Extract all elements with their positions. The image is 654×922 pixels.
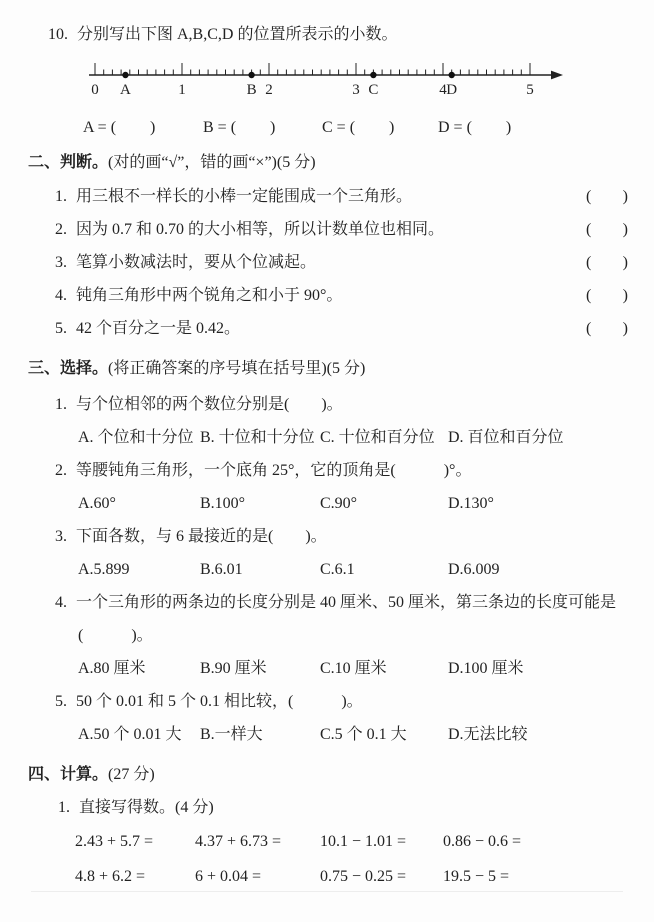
section-4-subtitle: (27 分) (108, 766, 155, 783)
option-B: B. 十位和十分位 (200, 429, 315, 446)
choice-question-4-stem (55, 586, 654, 619)
option-C: C.90° (320, 495, 358, 512)
choice-question-1-options (78, 421, 654, 454)
point-label-D: D (446, 82, 458, 98)
choice-question-3-stem (55, 520, 654, 553)
judgment-item-text: 笔算小数减法时，要从个位减起。 (76, 254, 317, 271)
paren-open: ( (586, 188, 592, 205)
question-10-text: 分别写出下图 A,B,C,D 的位置所表示的小数。 (77, 26, 398, 43)
judgment-item-2 (55, 213, 628, 246)
judgment-answer-paren (586, 279, 628, 312)
point-dot-C (370, 72, 376, 78)
question-10-heading (48, 24, 654, 46)
answer-open: C = ( (322, 119, 356, 136)
option-A: A.50 个 0.01 大 (78, 726, 182, 743)
choice-question-number: 5. (55, 693, 67, 710)
point-label-C: C (368, 82, 379, 98)
point-dot-D (449, 72, 455, 78)
tick-label: 3 (352, 82, 360, 98)
sub1-text: 直接写得数。(4 分) (79, 799, 214, 816)
choice-question-5-stem (55, 685, 654, 718)
option-D: D.100 厘米 (448, 660, 524, 677)
section-2-title: 二、判断。 (28, 154, 109, 171)
judgment-item-5 (55, 312, 628, 345)
choice-question-text: 50 个 0.01 和 5 个 0.1 相比较，( )。 (76, 693, 363, 710)
q10-answer-blanks (83, 117, 654, 139)
section-3-subtitle: (将正确答案的序号填在括号里)(5 分) (108, 360, 366, 377)
choice-question-4-options (78, 652, 654, 685)
answer-close: ) (505, 119, 512, 136)
section-4-title: 四、计算。 (28, 766, 109, 783)
paren-close: ) (622, 188, 628, 205)
judgment-answer-paren (586, 246, 628, 279)
q10-answer-blank-3 (438, 117, 654, 139)
judgment-item-number: 3. (55, 254, 67, 271)
answer-open: D = ( (438, 119, 472, 136)
choice-question-4-stem-cont: ( )。 (78, 627, 153, 644)
judgment-item-text: 用三根不一样长的小棒一定能围成一个三角形。 (76, 188, 413, 205)
tick-label: 0 (91, 82, 99, 98)
judgment-answer-paren (586, 213, 628, 246)
point-label-A: A (120, 82, 131, 98)
section-2-subtitle: (对的画“√”，错的画“×”)(5 分) (108, 154, 316, 171)
option-D: D. 百位和百分位 (448, 429, 564, 446)
calc-expression: 10.1 − 1.01 = (320, 833, 407, 850)
judgment-item-text: 因为 0.7 和 0.70 的大小相等，所以计数单位也相同。 (76, 221, 445, 238)
answer-close: ) (150, 119, 156, 136)
point-label-B: B (246, 82, 257, 98)
axis-arrow (551, 71, 563, 80)
section-4-heading (28, 763, 654, 787)
choice-question-list (0, 388, 654, 751)
judgment-item-number: 1. (55, 188, 67, 205)
judgment-answer-paren (586, 312, 628, 345)
judgment-item-4 (55, 279, 628, 312)
paren-open: ( (586, 320, 592, 337)
judgment-item-text: 42 个百分之一是 0.42。 (76, 320, 241, 337)
judgment-item-number: 4. (55, 287, 67, 304)
section-3-title: 三、选择。 (28, 360, 109, 377)
tick-label: 1 (178, 82, 186, 98)
choice-question-text: 一个三角形的两条边的长度分别是 40 厘米、50 厘米，第三条边的长度可能是 (76, 594, 617, 611)
choice-question-number: 3. (55, 528, 67, 545)
tick-label: 2 (265, 82, 273, 98)
tick-label: 5 (526, 82, 534, 98)
paren-open: ( (586, 287, 592, 304)
answer-open: A = ( (83, 119, 117, 136)
answer-close: ) (270, 119, 276, 136)
paren-open: ( (586, 254, 592, 271)
option-B: B.6.01 (200, 561, 243, 578)
choice-question-5-options (78, 718, 654, 751)
q10-answer-blank-0 (83, 117, 203, 139)
calc-expression: 0.75 − 0.25 = (320, 868, 407, 885)
paren-close: ) (622, 287, 628, 304)
choice-question-2-stem (55, 454, 654, 487)
option-D: D.6.009 (448, 561, 500, 578)
judgment-item-number: 2. (55, 221, 67, 238)
section-3-heading (28, 357, 654, 381)
choice-question-1-stem (55, 388, 654, 421)
paren-open: ( (586, 221, 592, 238)
calc-expression: 6 + 0.04 = (195, 868, 262, 885)
option-B: B.90 厘米 (200, 660, 267, 677)
paren-close: ) (622, 254, 628, 271)
sub1-number: 1. (58, 799, 70, 816)
choice-question-3-options (78, 553, 654, 586)
judgment-answer-paren (586, 180, 628, 213)
judgment-item-1 (55, 180, 628, 213)
choice-question-2-options (78, 487, 654, 520)
choice-question-number: 4. (55, 594, 67, 611)
choice-question-text: 下面各数，与 6 最接近的是( )。 (76, 528, 327, 545)
option-D: D.无法比较 (448, 726, 528, 743)
calc-row-2 (75, 859, 654, 894)
q10-answer-blank-1 (203, 117, 322, 139)
calc-expression: 2.43 + 5.7 = (75, 833, 154, 850)
point-dot-A (122, 72, 128, 78)
choice-question-number: 2. (55, 462, 67, 479)
option-C: C. 十位和百分位 (320, 429, 435, 446)
tick-label: 4 (439, 82, 447, 98)
option-A: A.80 厘米 (78, 660, 146, 677)
judgment-item-3 (55, 246, 628, 279)
judgment-item-text: 钝角三角形中两个锐角之和小于 90°。 (76, 287, 343, 304)
option-A: A.5.899 (78, 561, 130, 578)
answer-close: ) (389, 119, 395, 136)
option-D: D.130° (448, 495, 494, 512)
choice-question-text: 等腰钝角三角形，一个底角 25°，它的顶角是( )°。 (76, 462, 472, 479)
choice-question-text: 与个位相邻的两个数位分别是( )。 (76, 396, 343, 413)
number-line-svg (86, 56, 586, 102)
calc-expression: 19.5 − 5 = (443, 868, 510, 885)
option-A: A.60° (78, 495, 116, 512)
option-C: C.5 个 0.1 大 (320, 726, 407, 743)
calc-expression: 4.37 + 6.73 = (195, 833, 282, 850)
page-divider-line (31, 891, 623, 892)
number-line-figure (86, 56, 654, 107)
section-2-heading (28, 151, 654, 175)
option-A: A. 个位和十分位 (78, 429, 194, 446)
calc-expression: 0.86 − 0.6 = (443, 833, 522, 850)
answer-open: B = ( (203, 119, 237, 136)
option-C: C.10 厘米 (320, 660, 387, 677)
section-4-sub-heading (58, 791, 654, 824)
judgment-list (0, 180, 654, 345)
paren-close: ) (622, 221, 628, 238)
paren-close: ) (622, 320, 628, 337)
question-10-number: 10. (48, 26, 68, 43)
calc-row-1 (75, 824, 654, 859)
calculation-grid (0, 824, 654, 894)
choice-question-number: 1. (55, 396, 67, 413)
q10-answer-blank-2 (322, 117, 438, 139)
option-B: B.一样大 (200, 726, 263, 743)
judgment-item-number: 5. (55, 320, 67, 337)
option-B: B.100° (200, 495, 246, 512)
calc-expression: 4.8 + 6.2 = (75, 868, 146, 885)
option-C: C.6.1 (320, 561, 355, 578)
point-dot-B (248, 72, 254, 78)
